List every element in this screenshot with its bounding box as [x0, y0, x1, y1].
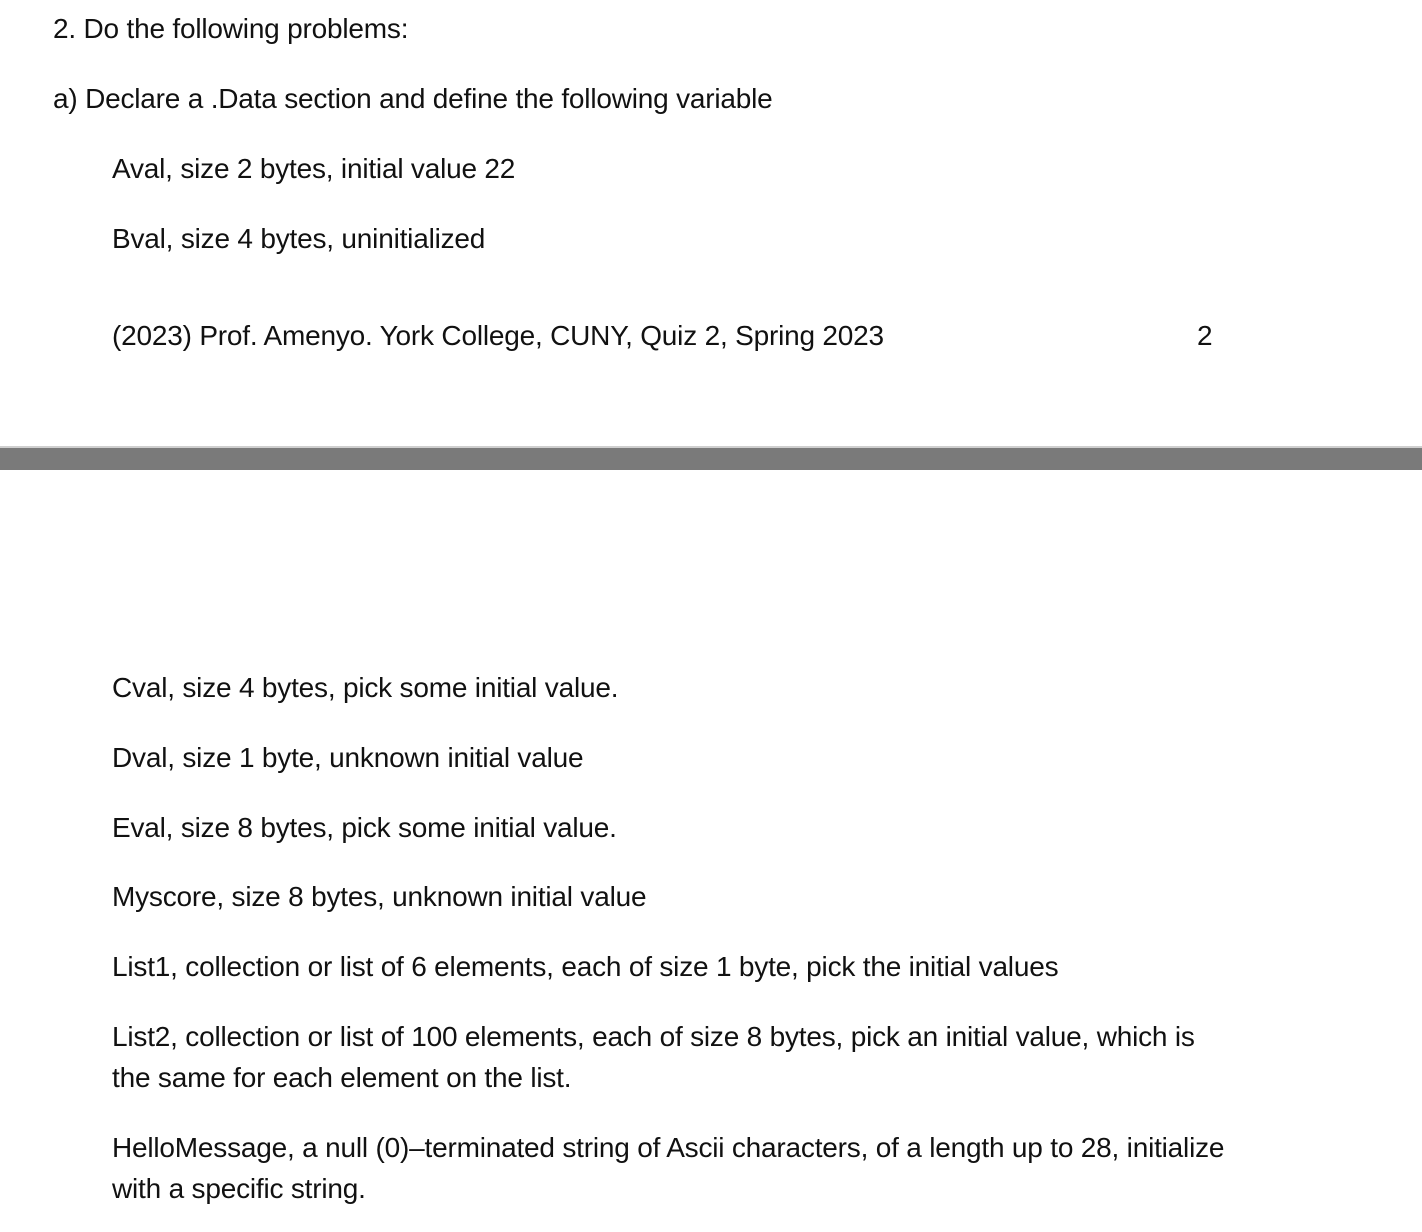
- problem-heading: 2. Do the following problems:: [53, 13, 409, 44]
- page-footer: (2023) Prof. Amenyo. York College, CUNY, Quiz 2, Spring 2023: [112, 320, 884, 351]
- variable-item-bval: Bval, size 4 bytes, uninitialized: [112, 223, 486, 254]
- part-a-instruction: a) Declare a .Data section and define the following variable: [53, 83, 773, 114]
- variable-item-hellomessage: HelloMessage, a null (0)–terminated string of Ascii characters, of a length up to 28, initialize with a specific string.: [112, 1132, 1225, 1204]
- document-page-2: [0, 470, 1422, 1232]
- variable-item-list1: List1, collection or list of 6 elements, each of size 1 byte, pick the initial values: [112, 951, 1059, 982]
- variable-item-list2: List2, collection or list of 100 elements, each of size 8 bytes, pick an initial value, which is the same for each element on the list.: [112, 1021, 1195, 1093]
- page-number: 2: [1197, 320, 1213, 351]
- variable-item-dval: Dval, size 1 byte, unknown initial value: [112, 742, 584, 773]
- variable-item-eval: Eval, size 8 bytes, pick some initial value.: [112, 812, 617, 843]
- variable-item-cval: Cval, size 4 bytes, pick some initial value.: [112, 672, 619, 703]
- variable-item-myscore: Myscore, size 8 bytes, unknown initial value: [112, 881, 647, 912]
- page-break-divider: [0, 446, 1422, 470]
- variable-item-aval: Aval, size 2 bytes, initial value 22: [112, 153, 516, 184]
- document-page-1: [0, 0, 1422, 446]
